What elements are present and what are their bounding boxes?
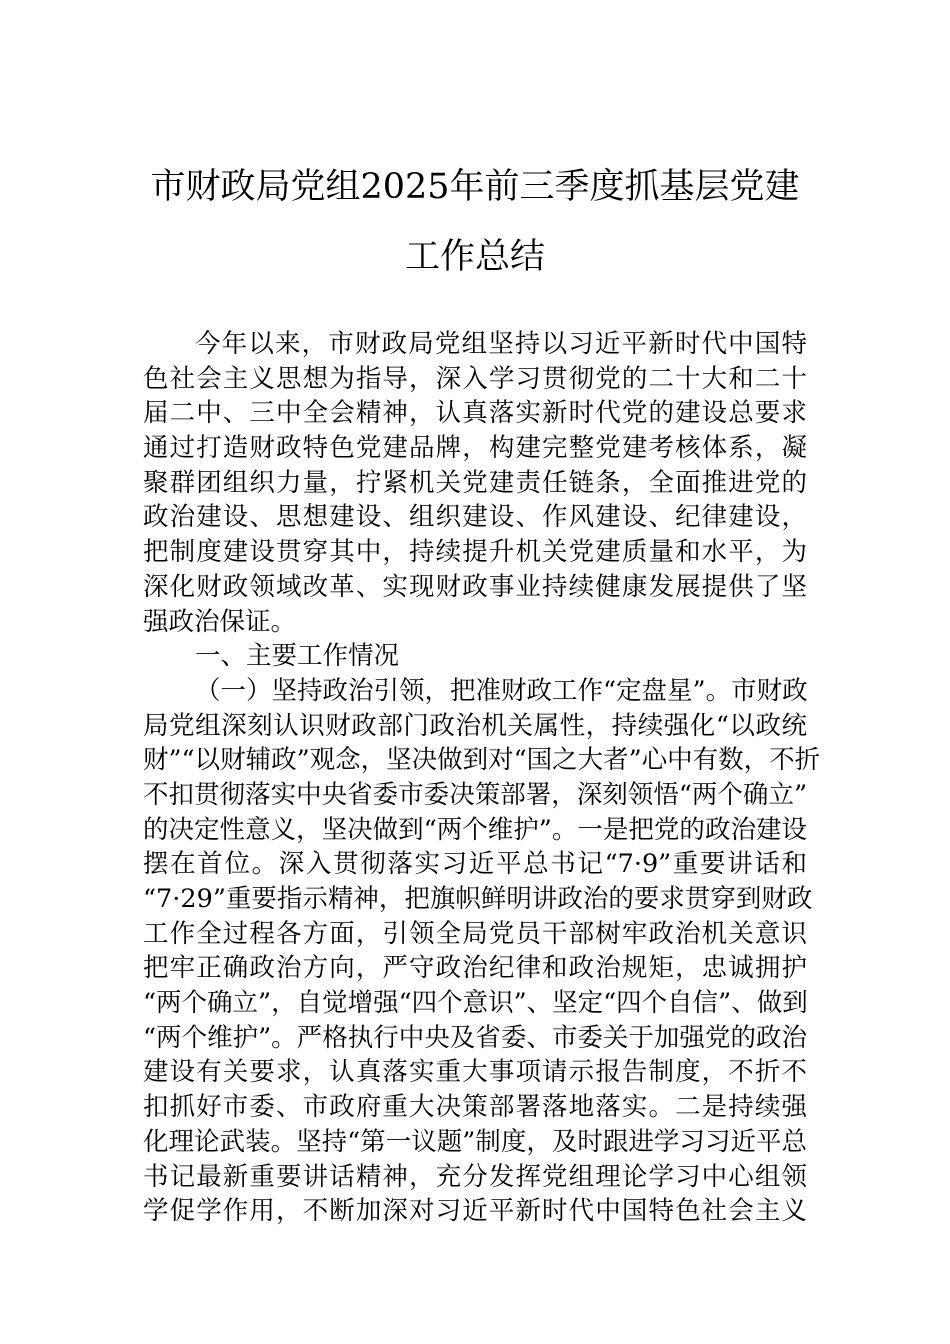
body-line: 学促学作用，不断加深对习近平新时代中国特色社会主义 <box>143 1196 807 1227</box>
body-line: 工作全过程各方面，引领全局党员干部树牢政治机关意识 <box>143 918 807 949</box>
body-line: 局党组深刻认识财政部门政治机关属性，持续强化“以政统 <box>143 710 807 741</box>
body-line: 色社会主义思想为指导，深入学习贯彻党的二十大和二十 <box>143 363 807 394</box>
body-line: 通过打造财政特色党建品牌，构建完整党建考核体系，凝 <box>143 433 807 464</box>
document-title-line-2: 工作总结 <box>404 237 545 277</box>
body-line: 把制度建设贯穿其中，持续提升机关党建质量和水平，为 <box>143 537 807 568</box>
body-line: 书记最新重要讲话精神，充分发挥党组理论学习中心组领 <box>143 1161 807 1192</box>
body-line: 把牢正确政治方向，严守政治纪律和政治规矩，忠诚拥护 <box>143 953 807 984</box>
body-line: 政治建设、思想建设、组织建设、作风建设、纪律建设， <box>143 502 807 533</box>
body-line: 建设有关要求，认真落实重大事项请示报告制度，不折不 <box>143 1057 807 1088</box>
body-line: 聚群团组织力量，拧紧机关党建责任链条，全面推进党的 <box>143 467 807 498</box>
body-line: “7·29”重要指示精神，把旗帜鲜明讲政治的要求贯穿到财政 <box>143 884 813 914</box>
body-line: 摆在首位。深入贯彻落实习近平总书记“7·9”重要讲话和 <box>143 849 807 880</box>
body-line: 化理论武装。坚持“第一议题”制度，及时跟进学习习近平总 <box>143 1126 807 1157</box>
document-title-line-1: 市财政局党组2025年前三季度抓基层党建 <box>150 167 800 207</box>
body-line: 强政治保证。 <box>143 606 297 637</box>
section-heading: 一、主要工作情况 <box>195 641 400 672</box>
body-line: 深化财政领域改革、实现财政事业持续健康发展提供了坚 <box>143 571 807 602</box>
body-line: 不扣贯彻落实中央省委市委决策部署，深刻领悟“两个确立” <box>143 779 807 810</box>
body-line: 财”“以财辅政”观念，坚决做到对“国之大者”心中有数，不折 <box>143 745 821 776</box>
body-line: 扣抓好市委、市政府重大决策部署落地落实。二是持续强 <box>143 1092 807 1123</box>
document-body <box>143 327 821 1229</box>
body-line: 今年以来，市财政局党组坚持以习近平新时代中国特 <box>195 329 807 359</box>
body-line: “两个维护”。严格执行中央及省委、市委关于加强党的政治 <box>143 1022 807 1053</box>
body-line: 的决定性意义，坚决做到“两个维护”。一是把党的政治建设 <box>143 814 807 845</box>
subsection-line: （一）坚持政治引领，把准财政工作“定盘星”。市财政 <box>195 675 808 706</box>
body-line: “两个确立”，自觉增强“四个意识”、坚定“四个自信”、做到 <box>143 988 808 1019</box>
body-line: 届二中、三中全会精神，认真落实新时代党的建设总要求 <box>143 398 807 429</box>
